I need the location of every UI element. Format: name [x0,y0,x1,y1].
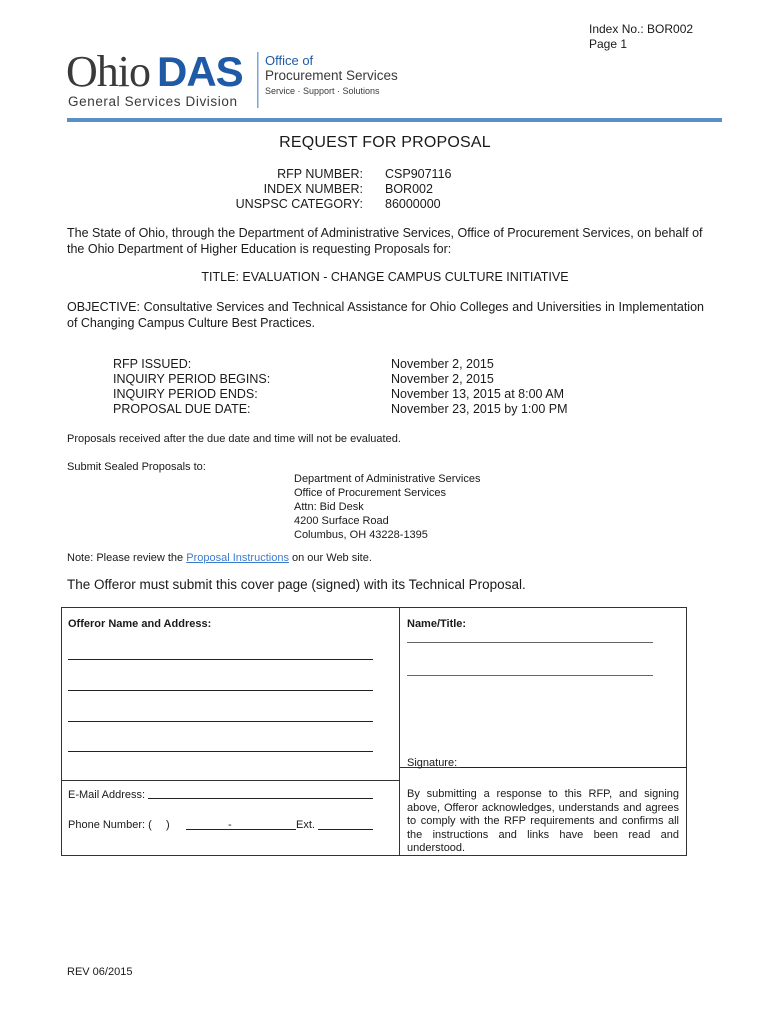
proposal-instructions-link[interactable]: Proposal Instructions [186,552,289,564]
intro-paragraph: The State of Ohio, through the Department of Administrative Services, Office of Procurement Services, on behalf of the Ohio Department of Higher Education is requesting Proposals for: [67,226,703,256]
rfp-number-label: RFP NUMBER: [277,167,363,181]
name-title-label: Name/Title: [407,618,467,630]
ext-label: Ext. [296,819,315,831]
logo-divider [257,52,259,108]
address-line: Office of Procurement Services [294,487,447,499]
address-line: Attn: Bid Desk [294,501,364,513]
rfp-number-value: CSP907116 [385,167,452,181]
phone-paren-close: ) [166,819,170,831]
form-left-divider [61,780,399,781]
index-number-block [589,22,693,52]
logo-tagline: Service · Support · Solutions [265,86,380,96]
ohio-das-logo [66,48,406,112]
phone-dash: - [228,819,232,831]
acknowledgement-text: By submitting a response to this RFP, and signing above, Offeror acknowledges, understands and agrees to comply with the RFP requirements and confirms all the instructions and links have been read and understood. [407,788,679,854]
submit-to-label: Submit Sealed Proposals to: [67,461,206,473]
inquiry-begins-value: November 2, 2015 [391,372,494,386]
signature-label: Signature: [407,757,458,769]
revision-label: REV 06/2015 [67,966,133,978]
rfp-labels [160,167,363,212]
inquiry-ends-value: November 13, 2015 at 8:00 AM [391,387,565,401]
header-rule [67,118,722,122]
logo-office-line1: Office of [265,53,314,68]
address-line: Department of Administrative Services [294,473,481,485]
objective-paragraph: OBJECTIVE: Consultative Services and Technical Assistance for Ohio Colleges and Universities in Implementation of Changing Campus Culture Best Practices. [67,300,704,330]
note-prefix: Note: Please review the [67,552,187,564]
address-line: 4200 Surface Road [294,515,389,527]
index-number-text: Index No.: BOR002 [589,22,694,36]
index-number-label: INDEX NUMBER: [263,182,363,196]
index-number-value: BOR002 [385,182,433,196]
unspsc-category-label: UNSPSC CATEGORY: [235,197,363,211]
logo-office-line2: Procurement Services [265,68,398,83]
offeror-address-line-1[interactable] [68,659,373,660]
email-label: E-Mail Address: [68,789,146,801]
offeror-name-label: Offeror Name and Address: [68,618,212,630]
phone-number-line[interactable] [186,829,296,830]
form-column-divider [399,607,400,856]
unspsc-category-value: 86000000 [385,197,441,211]
web-note [67,552,372,564]
offeror-address-line-4[interactable] [68,751,373,752]
offeror-address-line-3[interactable] [68,721,373,722]
rfp-issued-label: RFP ISSUED: [113,357,192,371]
page-number-text: Page 1 [589,37,628,51]
proposal-subject-title: TITLE: EVALUATION - CHANGE CAMPUS CULTURE INITIATIVE [201,270,569,284]
date-labels [113,357,270,417]
proposal-due-value: November 23, 2015 by 1:00 PM [391,402,568,416]
logo-das-text: DAS [157,48,243,95]
inquiry-begins-label: INQUIRY PERIOD BEGINS: [113,372,271,386]
address-line: Columbus, OH 43228-1395 [294,529,428,541]
late-proposal-notice: Proposals received after the due date and time will not be evaluated. [67,433,401,445]
logo-ohio-text: Ohio [66,48,150,96]
ext-line[interactable] [318,829,373,830]
cover-page-instruction: The Offeror must submit this cover page (signed) with its Technical Proposal. [67,577,526,592]
page-title: REQUEST FOR PROPOSAL [279,134,491,151]
proposal-due-label: PROPOSAL DUE DATE: [113,402,251,416]
signature-line[interactable] [460,767,687,768]
rfp-issued-value: November 2, 2015 [391,357,494,371]
date-values [391,357,568,417]
rfp-values [385,167,452,212]
note-suffix: on our Web site. [288,552,372,564]
inquiry-ends-label: INQUIRY PERIOD ENDS: [113,387,258,401]
name-title-line-2[interactable] [407,675,653,676]
name-title-line-1[interactable] [407,642,653,643]
phone-label: Phone Number: ( [68,819,152,831]
offeror-address-line-2[interactable] [68,690,373,691]
email-line[interactable] [148,798,373,799]
mailing-address [294,472,480,542]
logo-division-text: General Services Division [68,94,238,109]
